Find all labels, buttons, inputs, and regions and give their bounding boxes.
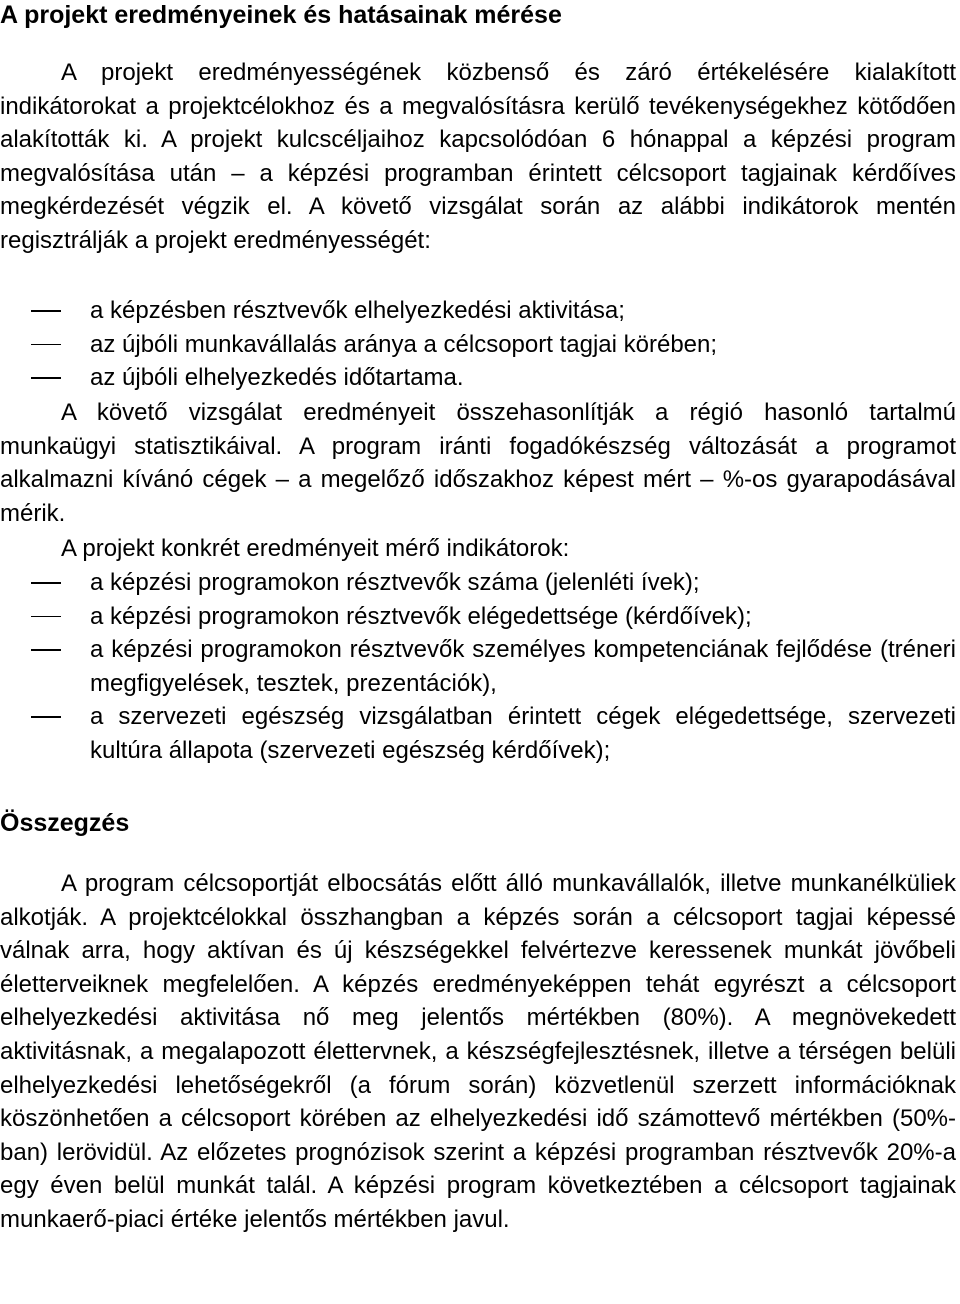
- indicator-list-results: [0, 566, 956, 768]
- list-item-text: az újbóli munkavállalás aránya a célcsoport tagjai körében;: [90, 330, 718, 358]
- dash-bullet-icon: [31, 616, 61, 618]
- list-item: [0, 328, 956, 362]
- list-item-text: a képzésben résztvevők elhelyezkedési aktivitása;: [90, 297, 625, 324]
- list-item-text: a szervezeti egészség vizsgálatban érintett cégek elégedettsége, szervezeti kultúra állapota (szervezeti egészség kérdőívek);: [90, 703, 956, 764]
- list-item: [0, 566, 956, 600]
- paragraph-result-indicators-intro: A projekt konkrét eredményeit mérő indikátorok:: [61, 535, 570, 562]
- dash-bullet-icon: [31, 649, 61, 651]
- paragraph-summary: A program célcsoportját elbocsátás előtt álló munkavállalók, illetve munkanélküliek alkotják. A projektcélokkal összhangban a képzés során a célcsoport tagjai képessé válnak arra, hogy aktívan és új készségekkel felvértezve keressenek munkát jövőbeli életterveiknek megfelelően. A képzés eredményeképpen tehát egyrészt a célcsoport elhelyezkedési aktivitása nő meg jelentős mértékben (80%). A megnövekedett aktivitásnak, a megalapozott élettervnek, a készségfejlesztésnek, illetve a térségen belüli elhelyezkedési lehetőségekről (a fórum során) közvetlenül szerzett információknak köszönhetően a célcsoport körében az elhelyezkedési idő számottevő mértékben (50%-ban) lerövidül. Az előzetes prognózisok szerint a képzési programban résztvevők 20%-a egy éven belül munkát talál. A képzési program következtében a célcsoport tagjainak munkaerő-piaci értéke jelentős mértékben javul.: [0, 870, 956, 1233]
- list-item: [0, 294, 956, 328]
- section-heading-measurement: A projekt eredményeinek és hatásainak mérése: [0, 1, 562, 29]
- list-item-text: a képzési programokon résztvevők száma (jelenléti ívek);: [90, 569, 700, 596]
- dash-bullet-icon: [31, 344, 61, 346]
- list-item: [0, 361, 956, 395]
- dash-bullet-icon: [31, 377, 61, 379]
- list-item: [0, 700, 956, 767]
- list-item-text: a képzési programokon résztvevők elégedettsége (kérdőívek);: [90, 602, 752, 630]
- dash-bullet-icon: [31, 582, 61, 584]
- dash-bullet-icon: [31, 716, 61, 718]
- paragraph-statistics-comparison: A követő vizsgálat eredményeit összehasonlítják a régió hasonló tartalmú munkaügyi statisztikáival. A program iránti fogadókészség változását a programot alkalmazni kívánó cégek – a megelőző időszakhoz képest mért – %-os gyarapodásával mérik.: [0, 399, 956, 527]
- list-item-text: a képzési programokon résztvevők személyes kompetenciának fejlődése (tréneri megfigyelések, tesztek, prezentációk),: [90, 636, 956, 697]
- dash-bullet-icon: [31, 310, 61, 312]
- list-item: [0, 633, 956, 700]
- paragraph-indicators-intro: A projekt eredményességének közbenső és záró értékelésére kialakított indikátorokat a projektcélokhoz és a megvalósításra kerülő tevékenységekhez kötődően alakították ki. A projekt kulcscéljaihoz kapcsolódóan 6 hónappal a képzési program megvalósítása után – a képzési programban érintett célcsoport tagjainak kérdőíves megkérdezését végzik el. A követő vizsgálat során az alábbi indikátorok mentén regisztrálják a projekt eredményességét:: [0, 59, 956, 254]
- list-item: [0, 600, 956, 634]
- indicator-list-followup: [0, 294, 956, 395]
- list-item-text: az újbóli elhelyezkedés időtartama.: [90, 364, 464, 392]
- section-heading-summary: Összegzés: [0, 809, 130, 837]
